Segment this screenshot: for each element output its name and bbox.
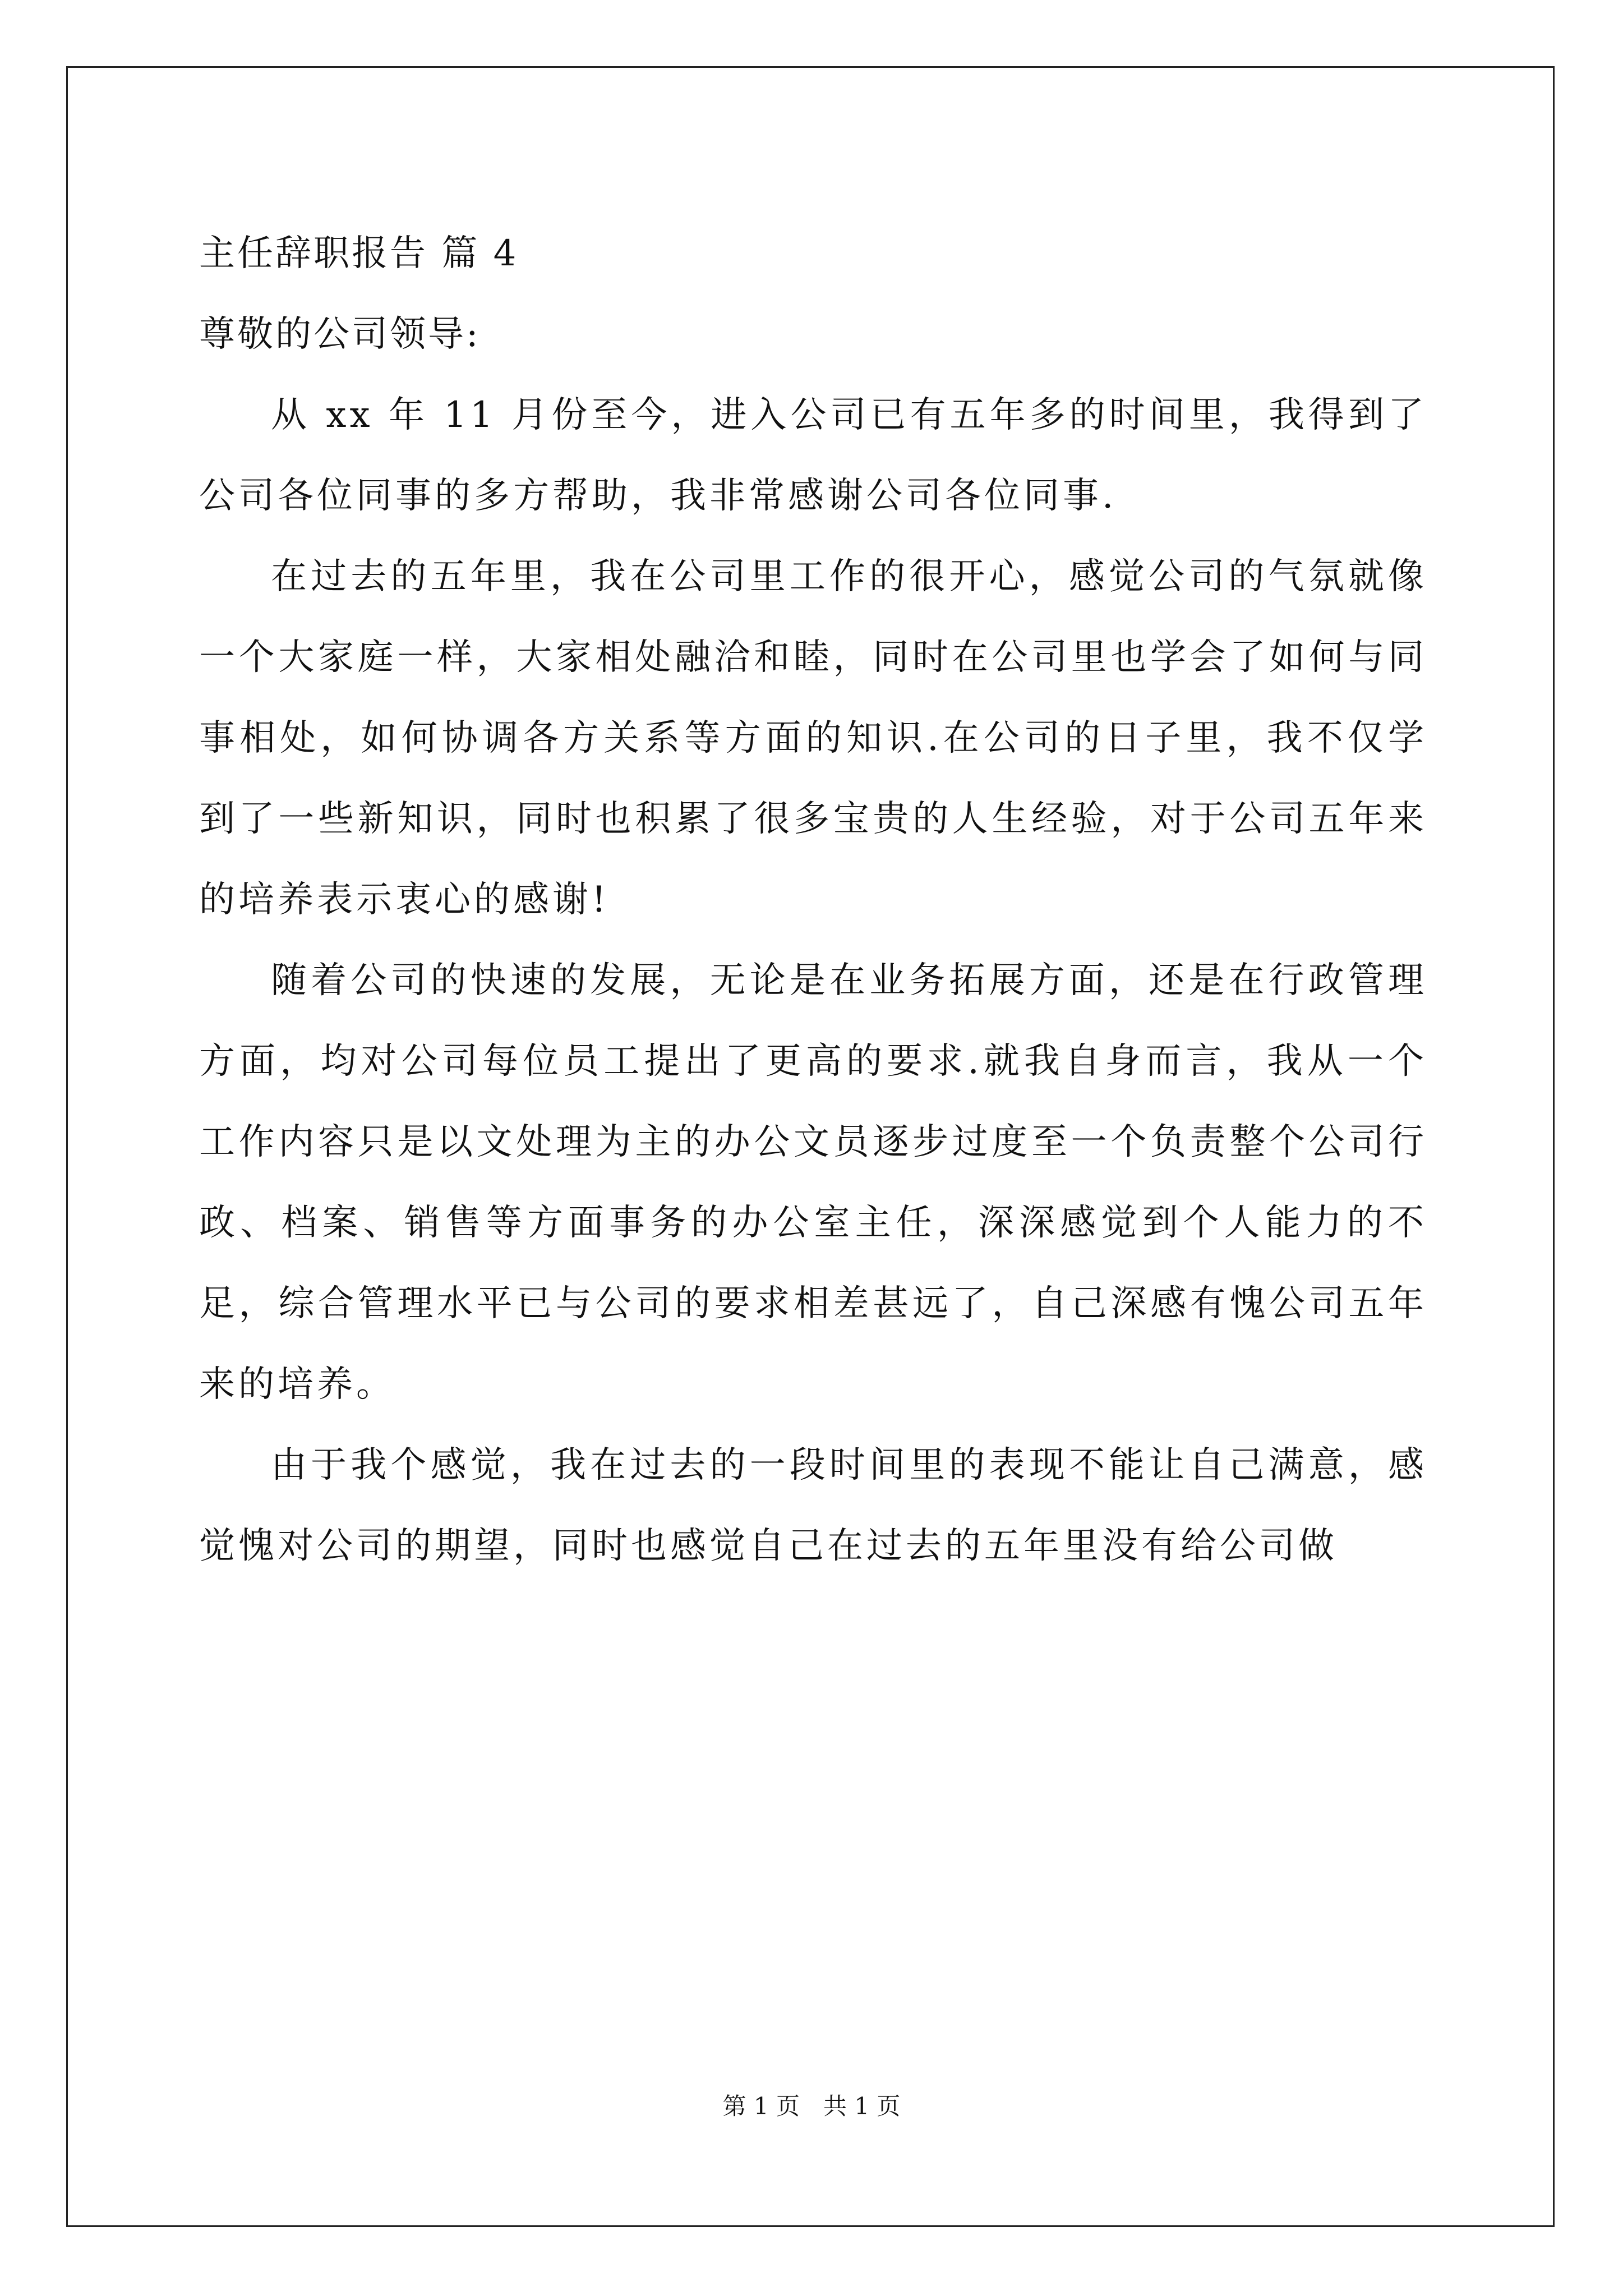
paragraph-2: 在过去的五年里，我在公司里工作的很开心，感觉公司的气氛就像一个大家庭一样，大家相处融洽和睦，同时在公司里也学会了如何与同事相处，如何协调各方关系等方面的知识.在公司的日子里，我不仅学到了一些新知识，同时也积累了很多宝贵的人生经验，对于公司五年来的培养表示衷心的感谢! <box>199 556 1427 921</box>
paragraph-1: 从 xx 年 11 月份至今，进入公司已有五年多的时间里，我得到了公司各位同事的多方帮助，我非常感谢公司各位同事. <box>199 394 1427 517</box>
paragraph-3: 随着公司的快速的发展，无论是在业务拓展方面，还是在行政管理方面，均对公司每位员工提出了更高的要求.就我自身而言，我从一个工作内容只是以文处理为主的办公文员逐步过度至一个负责整个公司行政、档案、销售等方面事务的办公室主任，深深感觉到个人能力的不足，综合管理水平已与公司的要求相差甚远了，自己深感有愧公司五年来的培养。 <box>199 960 1427 1405</box>
document-title: 主任辞职报告 篇 4 <box>199 233 519 274</box>
document-body <box>199 213 1427 1586</box>
salutation: 尊敬的公司领导: <box>199 314 481 355</box>
paragraph-4: 由于我个感觉，我在过去的一段时间里的表现不能让自己满意，感觉愧对公司的期望，同时也感觉自己在过去的五年里没有给公司做 <box>199 1444 1427 1567</box>
page-footer: 第 1 页 共 1 页 <box>722 2092 901 2120</box>
